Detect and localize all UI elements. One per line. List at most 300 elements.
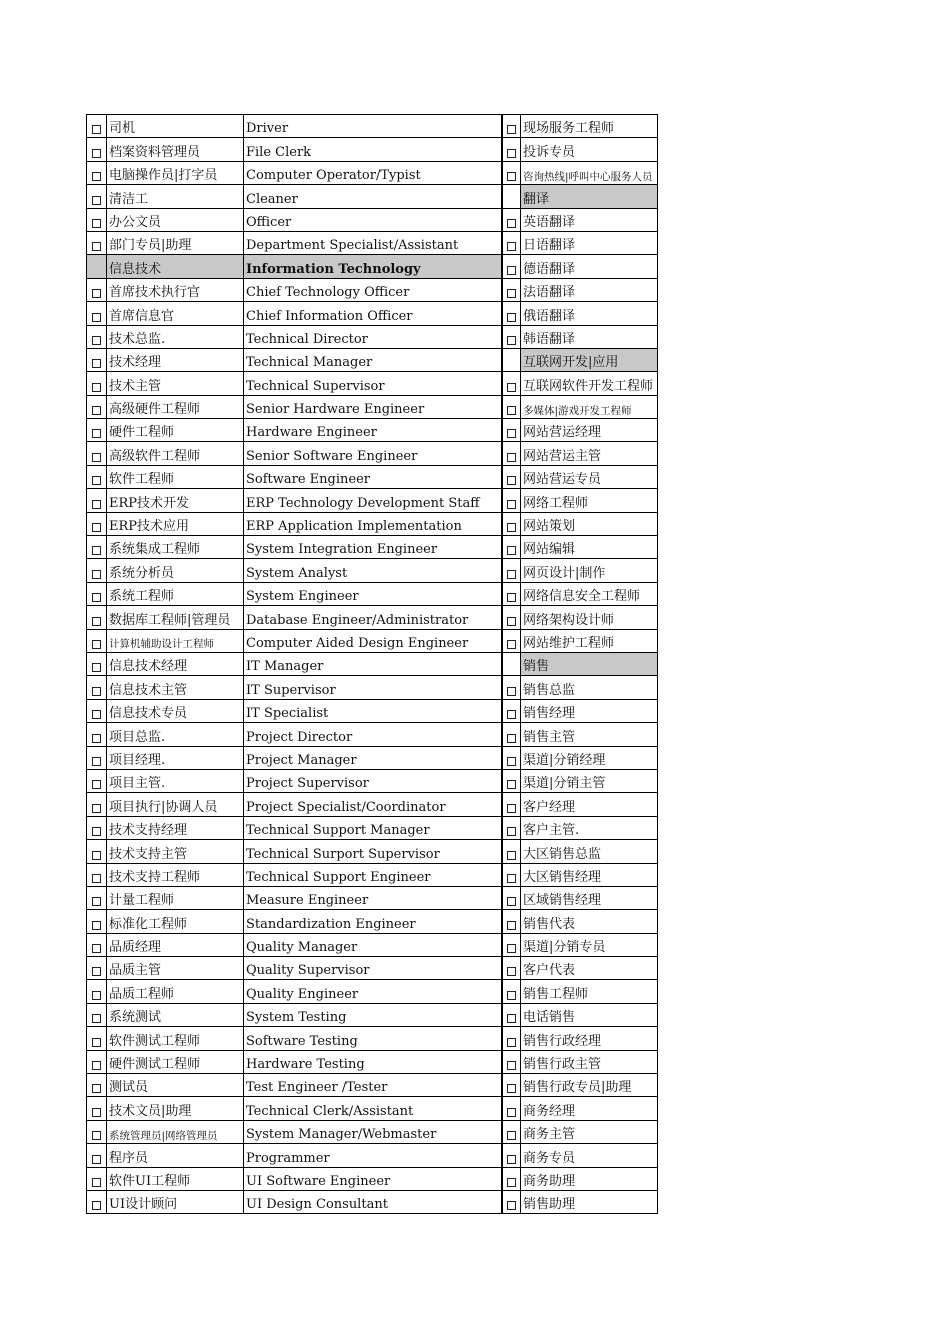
- left-checkbox-cell[interactable]: [87, 396, 107, 418]
- table-row: [87, 1074, 658, 1097]
- job-title-zh: 商务主管: [521, 1121, 658, 1143]
- job-title-zh: 网站策划: [521, 513, 658, 535]
- job-title-zh: 品质工程师: [107, 980, 244, 1002]
- job-title-en: Technical Manager: [244, 349, 502, 371]
- job-title-en: System Testing: [244, 1004, 502, 1026]
- right-checkbox-cell[interactable]: [502, 302, 521, 324]
- left-checkbox-cell[interactable]: [87, 957, 107, 979]
- left-checkbox-cell[interactable]: [87, 115, 107, 137]
- job-title-zh: 多媒体|游戏开发工程师: [521, 396, 658, 418]
- checkbox-icon[interactable]: [92, 617, 101, 626]
- right-checkbox-cell[interactable]: [502, 162, 521, 184]
- right-checkbox-cell[interactable]: [502, 442, 521, 464]
- right-checkbox-cell[interactable]: [502, 1168, 521, 1190]
- right-checkbox-cell[interactable]: [502, 372, 521, 394]
- job-title-zh: ERP技术应用: [107, 513, 244, 535]
- left-checkbox-cell[interactable]: [87, 372, 107, 394]
- right-checkbox-cell[interactable]: [502, 396, 521, 418]
- table-row: [87, 887, 658, 910]
- checkbox-icon[interactable]: [92, 921, 101, 930]
- job-title-zh: 技术文员|助理: [107, 1097, 244, 1119]
- checkbox-icon[interactable]: [92, 734, 101, 743]
- checkbox-icon[interactable]: [507, 336, 516, 345]
- job-title-zh: 办公文员: [107, 209, 244, 231]
- checkbox-icon[interactable]: [92, 242, 101, 251]
- checkbox-icon[interactable]: [92, 944, 101, 953]
- checkbox-icon[interactable]: [507, 804, 516, 813]
- checkbox-icon[interactable]: [507, 266, 516, 275]
- job-title-zh: 英语翻译: [521, 209, 658, 231]
- checkbox-icon[interactable]: [507, 897, 516, 906]
- checkbox-icon[interactable]: [92, 640, 101, 649]
- left-checkbox-cell[interactable]: [87, 185, 107, 207]
- left-checkbox-cell[interactable]: [87, 209, 107, 231]
- checkbox-icon[interactable]: [507, 757, 516, 766]
- checkbox-icon[interactable]: [507, 1061, 516, 1070]
- checkbox-icon[interactable]: [507, 1014, 516, 1023]
- job-title-zh: 网络架构设计师: [521, 606, 658, 628]
- job-title-zh: 技术主管: [107, 372, 244, 394]
- table-row: [87, 115, 658, 138]
- right-checkbox-cell[interactable]: [502, 279, 521, 301]
- job-title-zh: 德语翻译: [521, 255, 658, 277]
- right-checkbox-cell[interactable]: [502, 559, 521, 581]
- checkbox-icon[interactable]: [92, 149, 101, 158]
- right-checkbox-cell[interactable]: [502, 536, 521, 558]
- job-title-zh: 互联网软件开发工程师: [521, 372, 658, 394]
- checkbox-icon[interactable]: [92, 757, 101, 766]
- checkbox-icon[interactable]: [507, 967, 516, 976]
- right-checkbox-cell[interactable]: [502, 1051, 521, 1073]
- job-title-en: Technical Clerk/Assistant: [244, 1097, 502, 1119]
- table-row: [87, 372, 658, 395]
- job-title-zh: 网络信息安全工程师: [521, 583, 658, 605]
- job-title-zh: 软件UI工程师: [107, 1168, 244, 1190]
- checkbox-icon[interactable]: [92, 125, 101, 134]
- checkbox-icon[interactable]: [92, 476, 101, 485]
- job-title-zh: 高级软件工程师: [107, 442, 244, 464]
- checkbox-icon[interactable]: [92, 1108, 101, 1117]
- table-row: [87, 1144, 658, 1167]
- table-row: [87, 536, 658, 559]
- job-title-zh: 计算机辅助设计工程师: [107, 630, 244, 652]
- right-checkbox-cell[interactable]: [502, 840, 521, 862]
- job-title-en: Technical Director: [244, 326, 502, 348]
- checkbox-icon[interactable]: [92, 687, 101, 696]
- checkbox-icon[interactable]: [92, 546, 101, 555]
- table-row: [87, 980, 658, 1003]
- right-checkbox-cell[interactable]: [502, 513, 521, 535]
- table-row: [87, 419, 658, 442]
- checkbox-icon[interactable]: [92, 1084, 101, 1093]
- job-title-zh: 网站维护工程师: [521, 630, 658, 652]
- checkbox-icon[interactable]: [92, 804, 101, 813]
- job-title-zh: 系统分析员: [107, 559, 244, 581]
- checkbox-icon[interactable]: [507, 710, 516, 719]
- table-row: [87, 232, 658, 255]
- right-checkbox-cell[interactable]: [502, 630, 521, 652]
- right-checkbox-cell[interactable]: [502, 980, 521, 1002]
- table-row: [87, 630, 658, 653]
- job-title-en: Officer: [244, 209, 502, 231]
- checkbox-icon[interactable]: [92, 710, 101, 719]
- right-checkbox-cell[interactable]: [502, 700, 521, 722]
- job-title-zh: 部门专员|助理: [107, 232, 244, 254]
- checkbox-icon[interactable]: [92, 1178, 101, 1187]
- job-title-en: IT Manager: [244, 653, 502, 675]
- checkbox-icon[interactable]: [507, 734, 516, 743]
- right-checkbox-cell[interactable]: [502, 466, 521, 488]
- right-checkbox-cell[interactable]: [502, 606, 521, 628]
- left-checkbox-cell[interactable]: [87, 1051, 107, 1073]
- right-checkbox-cell[interactable]: [502, 232, 521, 254]
- checkbox-icon[interactable]: [507, 219, 516, 228]
- job-title-zh: 测试员: [107, 1074, 244, 1096]
- right-checkbox-cell[interactable]: [502, 934, 521, 956]
- job-title-en: Software Engineer: [244, 466, 502, 488]
- checkbox-icon[interactable]: [92, 897, 101, 906]
- left-checkbox-cell[interactable]: [87, 817, 107, 839]
- left-checkbox-cell[interactable]: [87, 279, 107, 301]
- left-checkbox-cell[interactable]: [87, 466, 107, 488]
- left-checkbox-cell[interactable]: [87, 793, 107, 815]
- checkbox-icon[interactable]: [507, 827, 516, 836]
- job-title-zh: 首席信息官: [107, 302, 244, 324]
- job-title-zh: 高级硬件工程师: [107, 396, 244, 418]
- left-checkbox-cell[interactable]: [87, 489, 107, 511]
- checkbox-icon[interactable]: [507, 921, 516, 930]
- checkbox-icon[interactable]: [92, 991, 101, 1000]
- table-row: [87, 1097, 658, 1120]
- job-title-zh: 品质经理: [107, 934, 244, 956]
- left-checkbox-cell[interactable]: [87, 513, 107, 535]
- left-checkbox-cell[interactable]: [87, 1121, 107, 1143]
- job-title-en: Project Director: [244, 723, 502, 745]
- left-checkbox-cell[interactable]: [87, 630, 107, 652]
- job-title-en: IT Specialist: [244, 700, 502, 722]
- job-title-en: Cleaner: [244, 185, 502, 207]
- job-title-en: Technical Surport Supervisor: [244, 840, 502, 862]
- right-checkbox-cell: [502, 349, 521, 371]
- right-checkbox-cell: [502, 185, 521, 207]
- right-checkbox-cell[interactable]: [502, 1191, 521, 1213]
- checkbox-icon[interactable]: [92, 1061, 101, 1070]
- left-checkbox-cell[interactable]: [87, 747, 107, 769]
- right-checkbox-cell[interactable]: [502, 957, 521, 979]
- right-checkbox-cell[interactable]: [502, 676, 521, 698]
- table-row: [87, 162, 658, 185]
- table-row: [87, 910, 658, 933]
- job-title-zh: 信息技术专员: [107, 700, 244, 722]
- checkbox-icon[interactable]: [92, 336, 101, 345]
- right-checkbox-cell[interactable]: [502, 793, 521, 815]
- right-checkbox-cell[interactable]: [502, 115, 521, 137]
- checkbox-icon[interactable]: [92, 523, 101, 532]
- table-row: [87, 513, 658, 536]
- job-title-en: Project Manager: [244, 747, 502, 769]
- right-checkbox-cell[interactable]: [502, 910, 521, 932]
- left-checkbox-cell[interactable]: [87, 980, 107, 1002]
- job-title-zh: 投诉专员: [521, 138, 658, 160]
- table-row: [87, 653, 658, 676]
- checkbox-icon[interactable]: [92, 663, 101, 672]
- right-checkbox-cell[interactable]: [502, 138, 521, 160]
- checkbox-icon[interactable]: [507, 617, 516, 626]
- checkbox-icon[interactable]: [92, 219, 101, 228]
- left-checkbox-cell[interactable]: [87, 1191, 107, 1213]
- table-row: [87, 489, 658, 512]
- job-title-en: UI Design Consultant: [244, 1191, 502, 1213]
- job-title-zh: 咨询热线|呼叫中心服务人员: [521, 162, 658, 184]
- right-checkbox-cell[interactable]: [502, 747, 521, 769]
- left-checkbox-cell[interactable]: [87, 1027, 107, 1049]
- job-title-en: Software Testing: [244, 1027, 502, 1049]
- job-title-en: System Manager/Webmaster: [244, 1121, 502, 1143]
- right-checkbox-cell[interactable]: [502, 419, 521, 441]
- checkbox-icon[interactable]: [507, 406, 516, 415]
- table-row: [87, 723, 658, 746]
- left-checkbox-cell[interactable]: [87, 138, 107, 160]
- right-checkbox-cell[interactable]: [502, 1144, 521, 1166]
- checkbox-icon[interactable]: [92, 874, 101, 883]
- table-row: [87, 676, 658, 699]
- right-checkbox-cell[interactable]: [502, 723, 521, 745]
- checkbox-icon[interactable]: [507, 1084, 516, 1093]
- job-title-en: Hardware Engineer: [244, 419, 502, 441]
- job-title-en: IT Supervisor: [244, 676, 502, 698]
- checkbox-icon[interactable]: [92, 967, 101, 976]
- checkbox-icon[interactable]: [507, 149, 516, 158]
- job-title-en: System Engineer: [244, 583, 502, 605]
- right-checkbox-cell[interactable]: [502, 583, 521, 605]
- table-row: [87, 934, 658, 957]
- left-checkbox-cell[interactable]: [87, 676, 107, 698]
- table-row: [87, 349, 658, 372]
- left-checkbox-cell[interactable]: [87, 442, 107, 464]
- table-row: [87, 840, 658, 863]
- checkbox-icon[interactable]: [92, 1038, 101, 1047]
- right-checkbox-cell[interactable]: [502, 326, 521, 348]
- right-checkbox-cell[interactable]: [502, 1004, 521, 1026]
- right-checkbox-cell[interactable]: [502, 817, 521, 839]
- checkbox-icon[interactable]: [92, 406, 101, 415]
- job-title-zh: 系统集成工程师: [107, 536, 244, 558]
- checkbox-icon[interactable]: [92, 851, 101, 860]
- job-title-en: ERP Technology Development Staff: [244, 489, 502, 511]
- left-checkbox-cell[interactable]: [87, 887, 107, 909]
- job-title-zh: ERP技术开发: [107, 489, 244, 511]
- job-title-zh: 程序员: [107, 1144, 244, 1166]
- checkbox-icon[interactable]: [92, 593, 101, 602]
- job-title-zh: 网页设计|制作: [521, 559, 658, 581]
- job-title-zh: 客户代表: [521, 957, 658, 979]
- checkbox-icon[interactable]: [507, 1108, 516, 1117]
- job-title-zh: 技术经理: [107, 349, 244, 371]
- right-checkbox-cell[interactable]: [502, 1121, 521, 1143]
- job-title-zh: 网站营运主管: [521, 442, 658, 464]
- checkbox-icon[interactable]: [92, 289, 101, 298]
- job-title-en: Department Specialist/Assistant: [244, 232, 502, 254]
- job-title-zh: 技术支持主管: [107, 840, 244, 862]
- job-title-en: System Integration Engineer: [244, 536, 502, 558]
- checkbox-icon[interactable]: [507, 500, 516, 509]
- checkbox-icon[interactable]: [507, 1178, 516, 1187]
- checkbox-icon[interactable]: [92, 429, 101, 438]
- section-header-en: Information Technology: [244, 255, 502, 277]
- right-checkbox-cell[interactable]: [502, 864, 521, 886]
- left-checkbox-cell[interactable]: [87, 1074, 107, 1096]
- left-checkbox-cell[interactable]: [87, 653, 107, 675]
- checkbox-icon[interactable]: [507, 429, 516, 438]
- left-checkbox-cell[interactable]: [87, 1168, 107, 1190]
- table-row: [87, 700, 658, 723]
- job-title-en: Quality Supervisor: [244, 957, 502, 979]
- table-row: [87, 302, 658, 325]
- table-row: [87, 326, 658, 349]
- checkbox-icon[interactable]: [92, 453, 101, 462]
- checkbox-icon[interactable]: [507, 570, 516, 579]
- table-row: [87, 279, 658, 302]
- checkbox-icon[interactable]: [507, 453, 516, 462]
- left-checkbox-cell[interactable]: [87, 536, 107, 558]
- checkbox-icon[interactable]: [507, 546, 516, 555]
- checkbox-icon[interactable]: [92, 570, 101, 579]
- checkbox-icon[interactable]: [507, 944, 516, 953]
- job-title-zh: 商务专员: [521, 1144, 658, 1166]
- job-title-zh: 网络工程师: [521, 489, 658, 511]
- table-row: [87, 255, 658, 278]
- job-title-en: Technical Support Manager: [244, 817, 502, 839]
- job-title-zh: 软件工程师: [107, 466, 244, 488]
- checkbox-icon[interactable]: [507, 991, 516, 1000]
- checkbox-icon[interactable]: [507, 1131, 516, 1140]
- job-title-zh: 系统工程师: [107, 583, 244, 605]
- right-checkbox-cell[interactable]: [502, 209, 521, 231]
- checkbox-icon[interactable]: [507, 1201, 516, 1210]
- left-checkbox-cell[interactable]: [87, 910, 107, 932]
- right-checkbox-cell[interactable]: [502, 887, 521, 909]
- left-checkbox-cell[interactable]: [87, 559, 107, 581]
- checkbox-icon[interactable]: [507, 172, 516, 181]
- job-title-zh: 硬件工程师: [107, 419, 244, 441]
- checkbox-icon[interactable]: [92, 196, 101, 205]
- checkbox-icon[interactable]: [507, 640, 516, 649]
- job-title-zh: 客户主管.: [521, 817, 658, 839]
- checkbox-icon[interactable]: [92, 313, 101, 322]
- job-title-en: Technical Supervisor: [244, 372, 502, 394]
- checkbox-icon[interactable]: [92, 172, 101, 181]
- checkbox-icon[interactable]: [92, 1201, 101, 1210]
- job-title-en: Standardization Engineer: [244, 910, 502, 932]
- right-checkbox-cell[interactable]: [502, 770, 521, 792]
- checkbox-icon[interactable]: [507, 780, 516, 789]
- job-title-zh: 网站营运经理: [521, 419, 658, 441]
- job-title-en: Computer Operator/Typist: [244, 162, 502, 184]
- left-checkbox-cell[interactable]: [87, 583, 107, 605]
- left-checkbox-cell[interactable]: [87, 232, 107, 254]
- checkbox-icon[interactable]: [507, 383, 516, 392]
- left-checkbox-cell[interactable]: [87, 606, 107, 628]
- checkbox-icon[interactable]: [507, 242, 516, 251]
- checkbox-icon[interactable]: [507, 289, 516, 298]
- checkbox-icon[interactable]: [507, 593, 516, 602]
- job-title-zh: 技术支持经理: [107, 817, 244, 839]
- job-title-zh: 项目执行|协调人员: [107, 793, 244, 815]
- checkbox-icon[interactable]: [507, 523, 516, 532]
- left-checkbox-cell[interactable]: [87, 700, 107, 722]
- checkbox-icon[interactable]: [92, 1131, 101, 1140]
- left-checkbox-cell[interactable]: [87, 1144, 107, 1166]
- left-checkbox-cell[interactable]: [87, 162, 107, 184]
- job-title-zh: 首席技术执行官: [107, 279, 244, 301]
- table-row: [87, 817, 658, 840]
- checkbox-icon[interactable]: [92, 500, 101, 509]
- job-title-en: Chief Technology Officer: [244, 279, 502, 301]
- left-checkbox-cell[interactable]: [87, 1004, 107, 1026]
- checkbox-icon[interactable]: [92, 383, 101, 392]
- right-checkbox-cell[interactable]: [502, 1074, 521, 1096]
- job-title-zh: 项目经理.: [107, 747, 244, 769]
- checkbox-icon[interactable]: [507, 125, 516, 134]
- checkbox-icon[interactable]: [507, 874, 516, 883]
- job-title-en: Measure Engineer: [244, 887, 502, 909]
- job-title-en: Hardware Testing: [244, 1051, 502, 1073]
- right-checkbox-cell[interactable]: [502, 489, 521, 511]
- checkbox-icon[interactable]: [507, 1155, 516, 1164]
- left-checkbox-cell[interactable]: [87, 326, 107, 348]
- job-title-zh: 销售主管: [521, 723, 658, 745]
- job-title-zh: 网站编辑: [521, 536, 658, 558]
- job-title-zh: 清洁工: [107, 185, 244, 207]
- checkbox-icon[interactable]: [92, 780, 101, 789]
- job-title-zh: 硬件测试工程师: [107, 1051, 244, 1073]
- left-checkbox-cell[interactable]: [87, 419, 107, 441]
- checkbox-icon[interactable]: [507, 687, 516, 696]
- left-checkbox-cell[interactable]: [87, 723, 107, 745]
- checkbox-icon[interactable]: [507, 476, 516, 485]
- right-checkbox-cell[interactable]: [502, 1027, 521, 1049]
- right-checkbox-cell[interactable]: [502, 255, 521, 277]
- job-title-zh: UI设计顾问: [107, 1191, 244, 1213]
- job-title-en: Test Engineer /Tester: [244, 1074, 502, 1096]
- job-title-zh: 网站营运专员: [521, 466, 658, 488]
- left-checkbox-cell[interactable]: [87, 1097, 107, 1119]
- table-row: [87, 1168, 658, 1191]
- left-checkbox-cell[interactable]: [87, 840, 107, 862]
- left-checkbox-cell[interactable]: [87, 934, 107, 956]
- job-title-zh: 品质主管: [107, 957, 244, 979]
- checkbox-icon[interactable]: [92, 827, 101, 836]
- left-checkbox-cell[interactable]: [87, 770, 107, 792]
- left-checkbox-cell[interactable]: [87, 302, 107, 324]
- table-row: [87, 747, 658, 770]
- job-title-zh: 区域销售经理: [521, 887, 658, 909]
- job-title-zh: 项目主管.: [107, 770, 244, 792]
- checkbox-icon[interactable]: [507, 1038, 516, 1047]
- checkbox-icon[interactable]: [507, 313, 516, 322]
- checkbox-icon[interactable]: [92, 1014, 101, 1023]
- checkbox-icon[interactable]: [92, 1155, 101, 1164]
- right-checkbox-cell[interactable]: [502, 1097, 521, 1119]
- checkbox-icon[interactable]: [92, 359, 101, 368]
- job-title-en: Quality Manager: [244, 934, 502, 956]
- job-title-zh: 销售总监: [521, 676, 658, 698]
- job-title-zh: 销售经理: [521, 700, 658, 722]
- left-checkbox-cell: [87, 255, 107, 277]
- left-checkbox-cell[interactable]: [87, 864, 107, 886]
- checkbox-icon[interactable]: [507, 851, 516, 860]
- left-checkbox-cell[interactable]: [87, 349, 107, 371]
